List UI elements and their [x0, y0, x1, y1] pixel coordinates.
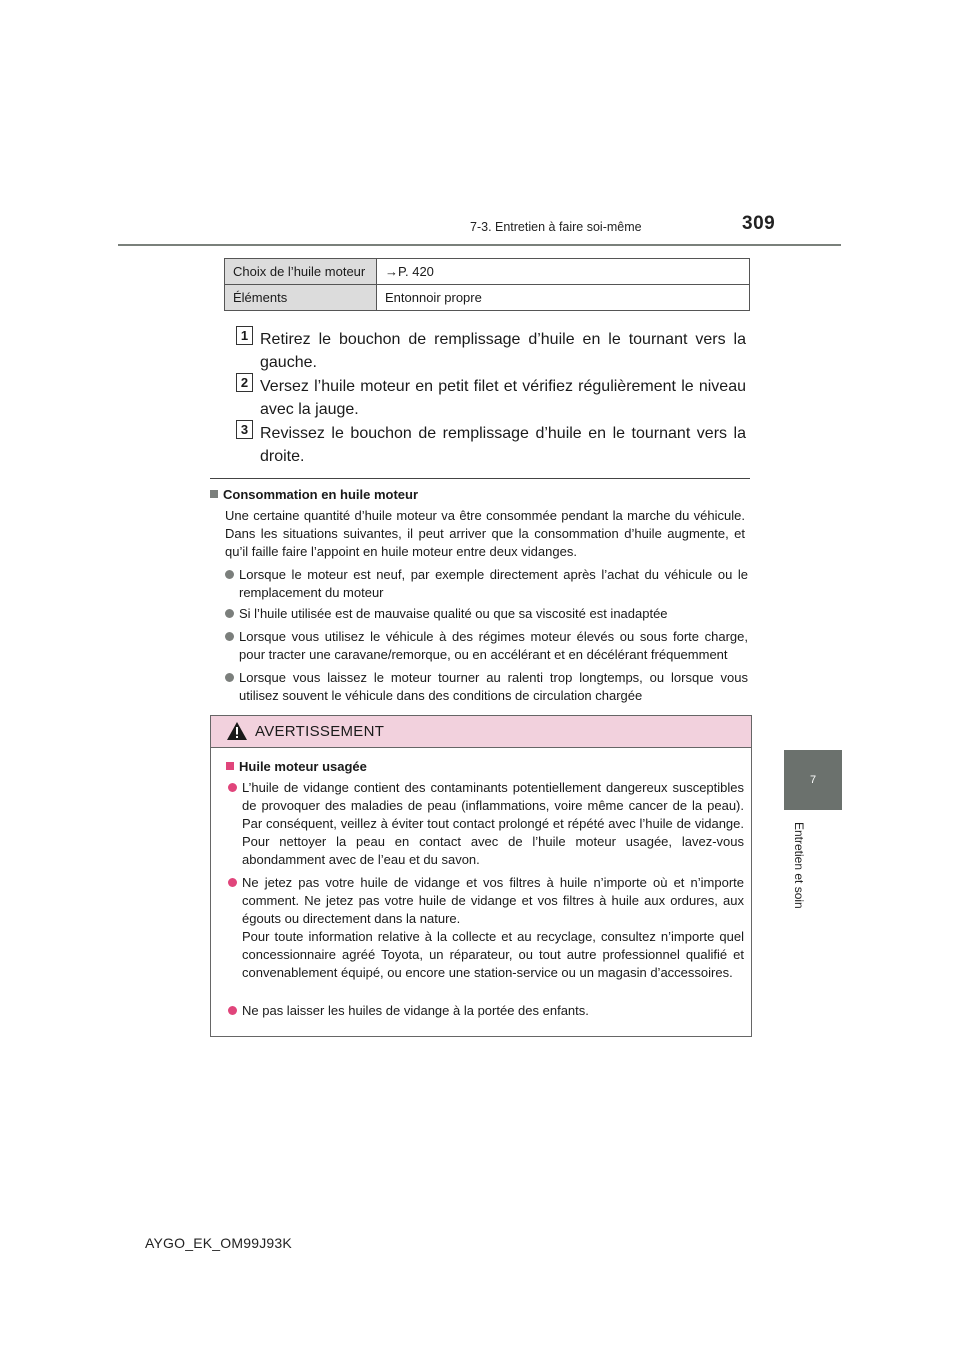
- consumption-intro: Une certaine quantité d’huile moteur va être consommée pendant la marche du véhicule. Dans les situations suivantes, il peut arriver que la consommation d’huile augmente, et qu’il faille faire l’appoint en huile moteur entre deux vidanges.: [225, 508, 745, 559]
- table-cell-label: Éléments: [225, 285, 377, 311]
- warning-paragraph: Ne jetez pas votre huile de vidange et vos filtres à huile n’importe où et n’importe comment. Ne jetez pas votre huile de vidange et vos filtres à huile aux ordures, aux égouts ou directement dans la nature.: [242, 875, 744, 926]
- document-code: AYGO_EK_OM99J93K: [145, 1235, 292, 1251]
- bullet-dot-icon: [228, 783, 237, 792]
- bullet-dot-icon: [225, 632, 234, 641]
- warning-item-text: [242, 1002, 744, 1020]
- warning-item-text: [242, 874, 744, 982]
- warning-paragraph: Ne pas laisser les huiles de vidange à la portée des enfants.: [242, 1003, 589, 1018]
- square-bullet-icon: [226, 762, 234, 770]
- chapter-label-container: [790, 822, 810, 982]
- square-bullet-icon: [210, 490, 218, 498]
- step-number: 2: [236, 373, 253, 392]
- warning-triangle-icon: [226, 721, 248, 741]
- warning-paragraph: Pour toute information relative à la collecte et au recyclage, consultez n’importe quel concessionnaire agréé Toyota, un réparateur, ou tout autre professionnel qualifié et convenablement équipé, ou encore une station-service ou un magasin d’accessoires.: [242, 929, 744, 980]
- step-text: Versez l’huile moteur en petit filet et vérifiez régulièrement le niveau avec la jauge.: [260, 378, 746, 418]
- table-cell-value: →P. 420: [377, 259, 750, 285]
- warning-title: Huile moteur usagée: [239, 759, 367, 774]
- step-text: Revissez le bouchon de remplissage d’huile en le tournant vers la droite.: [260, 425, 746, 465]
- header-divider: [118, 244, 841, 246]
- list-item-text: Lorsque le moteur est neuf, par exemple directement après l’achat du véhicule ou le remplacement du moteur: [239, 567, 748, 600]
- section-divider: [210, 478, 750, 479]
- consumption-title: Consommation en huile moteur: [223, 487, 419, 502]
- warning-paragraph: L’huile de vidange contient des contaminants potentiellement dangereux susceptibles de provoquer des maladies de peau (inflammations, voire même cancer de la peau). Par conséquent, veillez à éviter tout contact prolongé et répété avec l’huile de vidange. Pour nettoyer la peau en contact avec de l’huile moteur usagée, lavez-vous abondamment avec de l’eau et du savon.: [242, 780, 744, 867]
- warning-header: [211, 716, 751, 748]
- warning-heading: AVERTISSEMENT: [255, 723, 385, 740]
- step-text: Retirez le bouchon de remplissage d’huile en le tournant vers la gauche.: [260, 331, 746, 371]
- table-cell-value: Entonnoir propre: [377, 285, 750, 311]
- bullet-dot-icon: [225, 570, 234, 579]
- step-number: 3: [236, 420, 253, 439]
- list-item-text: Lorsque vous laissez le moteur tourner au ralenti trop longtemps, ou lorsque vous utilisez souvent le véhicule dans des conditions de circulation chargée: [239, 670, 748, 703]
- table-cell-label: Choix de l’huile moteur: [225, 259, 377, 285]
- consumption-heading: [210, 487, 418, 502]
- warning-item-text: [242, 779, 744, 869]
- bullet-dot-icon: [228, 878, 237, 887]
- page-number: 309: [742, 213, 776, 234]
- chapter-label: Entretien et soin: [792, 822, 806, 909]
- table-row: [225, 285, 750, 311]
- list-item-text: Si l’huile utilisée est de mauvaise qualité ou que sa viscosité est inadaptée: [239, 606, 668, 621]
- warning-subheading: [226, 759, 367, 774]
- bullet-dot-icon: [225, 673, 234, 682]
- bullet-dot-icon: [225, 609, 234, 618]
- tools-table: [224, 258, 750, 311]
- table-row: [225, 259, 750, 285]
- list-item-text: Lorsque vous utilisez le véhicule à des régimes moteur élevés ou sous forte charge, pour tracter une caravane/remorque, ou en accélérant et en décélérant fréquemment: [239, 629, 748, 662]
- chapter-tab: 7: [784, 750, 842, 810]
- bullet-dot-icon: [228, 1006, 237, 1015]
- section-title: 7-3. Entretien à faire soi-même: [470, 220, 642, 234]
- step-number: 1: [236, 326, 253, 345]
